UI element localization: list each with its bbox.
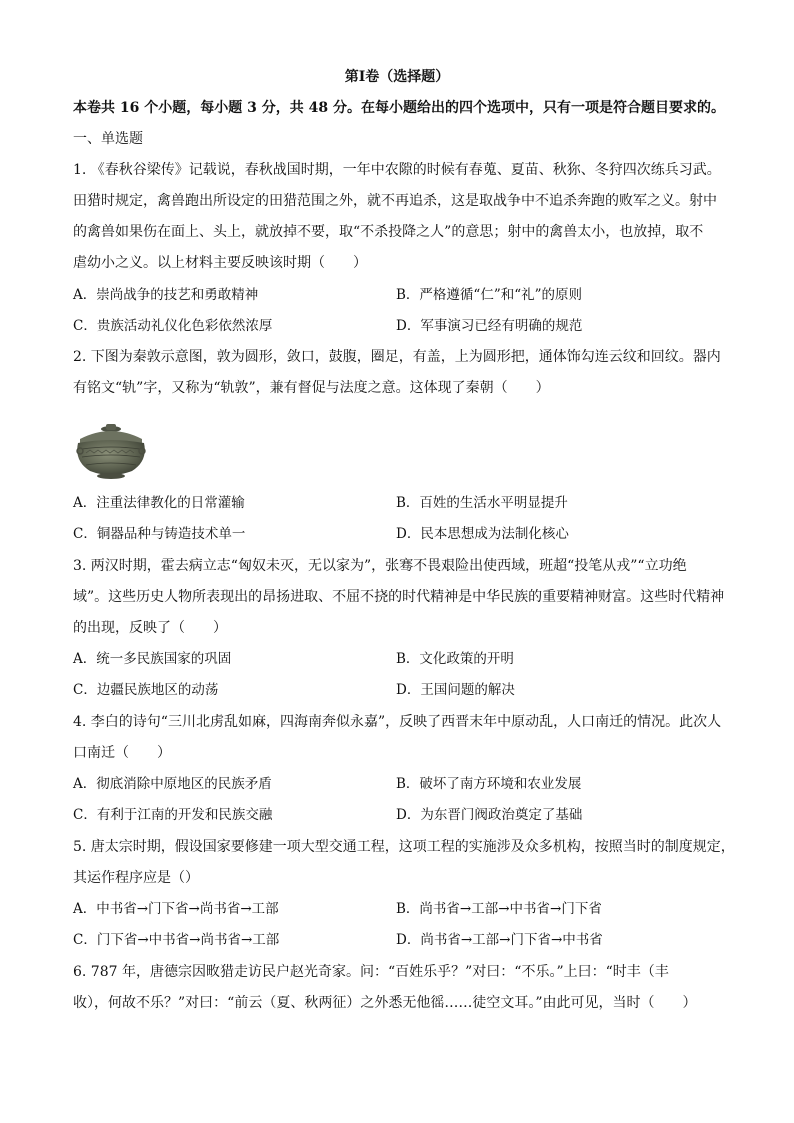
q1-line-2: 田猎时规定，禽兽跑出所设定的田猎范围之外，就不再追杀，这是取战争中不追杀奔跑的败军之义。射中 — [73, 193, 717, 209]
q2-line-1: 2. 下图为秦敦示意图，敦为圆形，敛口，鼓腹，圈足，有盖，上为圆形把，通体饰勾连云纹和回纹。器内 — [73, 349, 721, 365]
q3-line-3: 的出现，反映了（ ） — [73, 620, 227, 636]
q1-line-4: 虐幼小之义。以上材料主要反映该时期（ ） — [73, 255, 367, 271]
instructions: 本卷共 16 个小题，每小题 3 分，共 48 分。在每小题给出的四个选项中，只有一项是符合题目要求的。 — [73, 100, 725, 116]
q1-option-a: A．崇尚战争的技艺和勇敢精神 — [73, 287, 259, 303]
q5-option-a: A．中书省→门下省→尚书省→工部 — [73, 901, 279, 917]
q3-line-1: 3. 两汉时期，霍去病立志“匈奴未灭，无以家为”，张骞不畏艰险出使西域，班超“投笔从戎”“立功绝 — [73, 558, 687, 574]
q3-line-2: 域”。这些历史人物所表现出的昂扬进取、不屈不挠的时代精神是中华民族的重要精神财富。这些时代精神 — [73, 589, 725, 605]
q1-line-3: 的禽兽如果伤在面上、头上，就放掉不要，取“不杀投降之人”的意思；射中的禽兽太小，也放掉，取不 — [73, 224, 704, 240]
q4-option-c: C．有利于江南的开发和民族交融 — [73, 807, 273, 823]
q6-line-1: 6. 787 年，唐德宗因畋猎走访民户赵光奇家。问：“百姓乐乎？”对曰：“不乐。”上曰：“时丰（丰 — [73, 964, 669, 980]
q4-option-d: D．为东晋门阀政治奠定了基础 — [396, 807, 583, 823]
page-title: 第Ⅰ卷（选择题） — [344, 69, 450, 85]
q4-option-a: A．彻底消除中原地区的民族矛盾 — [73, 776, 272, 792]
q2-option-c: C．铜器品种与铸造技术单一 — [73, 526, 246, 542]
q5-line-2: 其运作程序应是（） — [73, 870, 199, 886]
q6-line-2: 收），何故不乐？”对曰：“前云（夏、秋两征）之外悉无他徭……徒空文耳。”由此可见，当时（ ） — [73, 995, 697, 1011]
q1-option-c: C．贵族活动礼仪化色彩依然浓厚 — [73, 318, 273, 334]
q3-option-d: D．王国问题的解决 — [396, 682, 515, 698]
q4-option-b: B．破坏了南方环境和农业发展 — [396, 776, 582, 792]
q5-line-1: 5. 唐太宗时期，假设国家要修建一项大型交通工程，这项工程的实施涉及众多机构，按照当时的制度规定， — [73, 839, 735, 855]
q3-option-b: B．文化政策的开明 — [396, 651, 514, 667]
q5-option-c: C．门下省→中书省→尚书省→工部 — [73, 932, 280, 948]
q4-line-1: 4. 李白的诗句“三川北虏乱如麻，四海南奔似永嘉”，反映了西晋末年中原动乱，人口南迁的情况。此次人 — [73, 714, 722, 730]
q3-option-a: A．统一多民族国家的巩固 — [73, 651, 232, 667]
section-heading: 一、单选题 — [73, 131, 143, 147]
bronze-dun-vessel-image — [72, 419, 150, 481]
q2-option-a: A．注重法律教化的日常灌输 — [73, 495, 245, 511]
q1-option-b: B．严格遵循“仁”和“礼”的原则 — [396, 287, 583, 303]
q4-line-2: 口南迁（ ） — [73, 745, 171, 761]
q2-line-2: 有铭文“轨”字，又称为“轨敦”，兼有督促与法度之意。这体现了秦朝（ ） — [73, 380, 550, 396]
q2-option-b: B．百姓的生活水平明显提升 — [396, 495, 568, 511]
q1-line-1: 1. 《春秋谷梁传》记载说，春秋战国时期，一年中农隙的时候有春蒐、夏苗、秋狝、冬狩四次练兵习武。 — [73, 162, 721, 178]
q1-option-d: D．军事演习已经有明确的规范 — [396, 318, 583, 334]
q3-option-c: C．边疆民族地区的动荡 — [73, 682, 219, 698]
q5-option-b: B．尚书省→工部→中书省→门下省 — [396, 901, 602, 917]
q2-option-d: D．民本思想成为法制化核心 — [396, 526, 569, 542]
q5-option-d: D．尚书省→工部→门下省→中书省 — [396, 932, 603, 948]
